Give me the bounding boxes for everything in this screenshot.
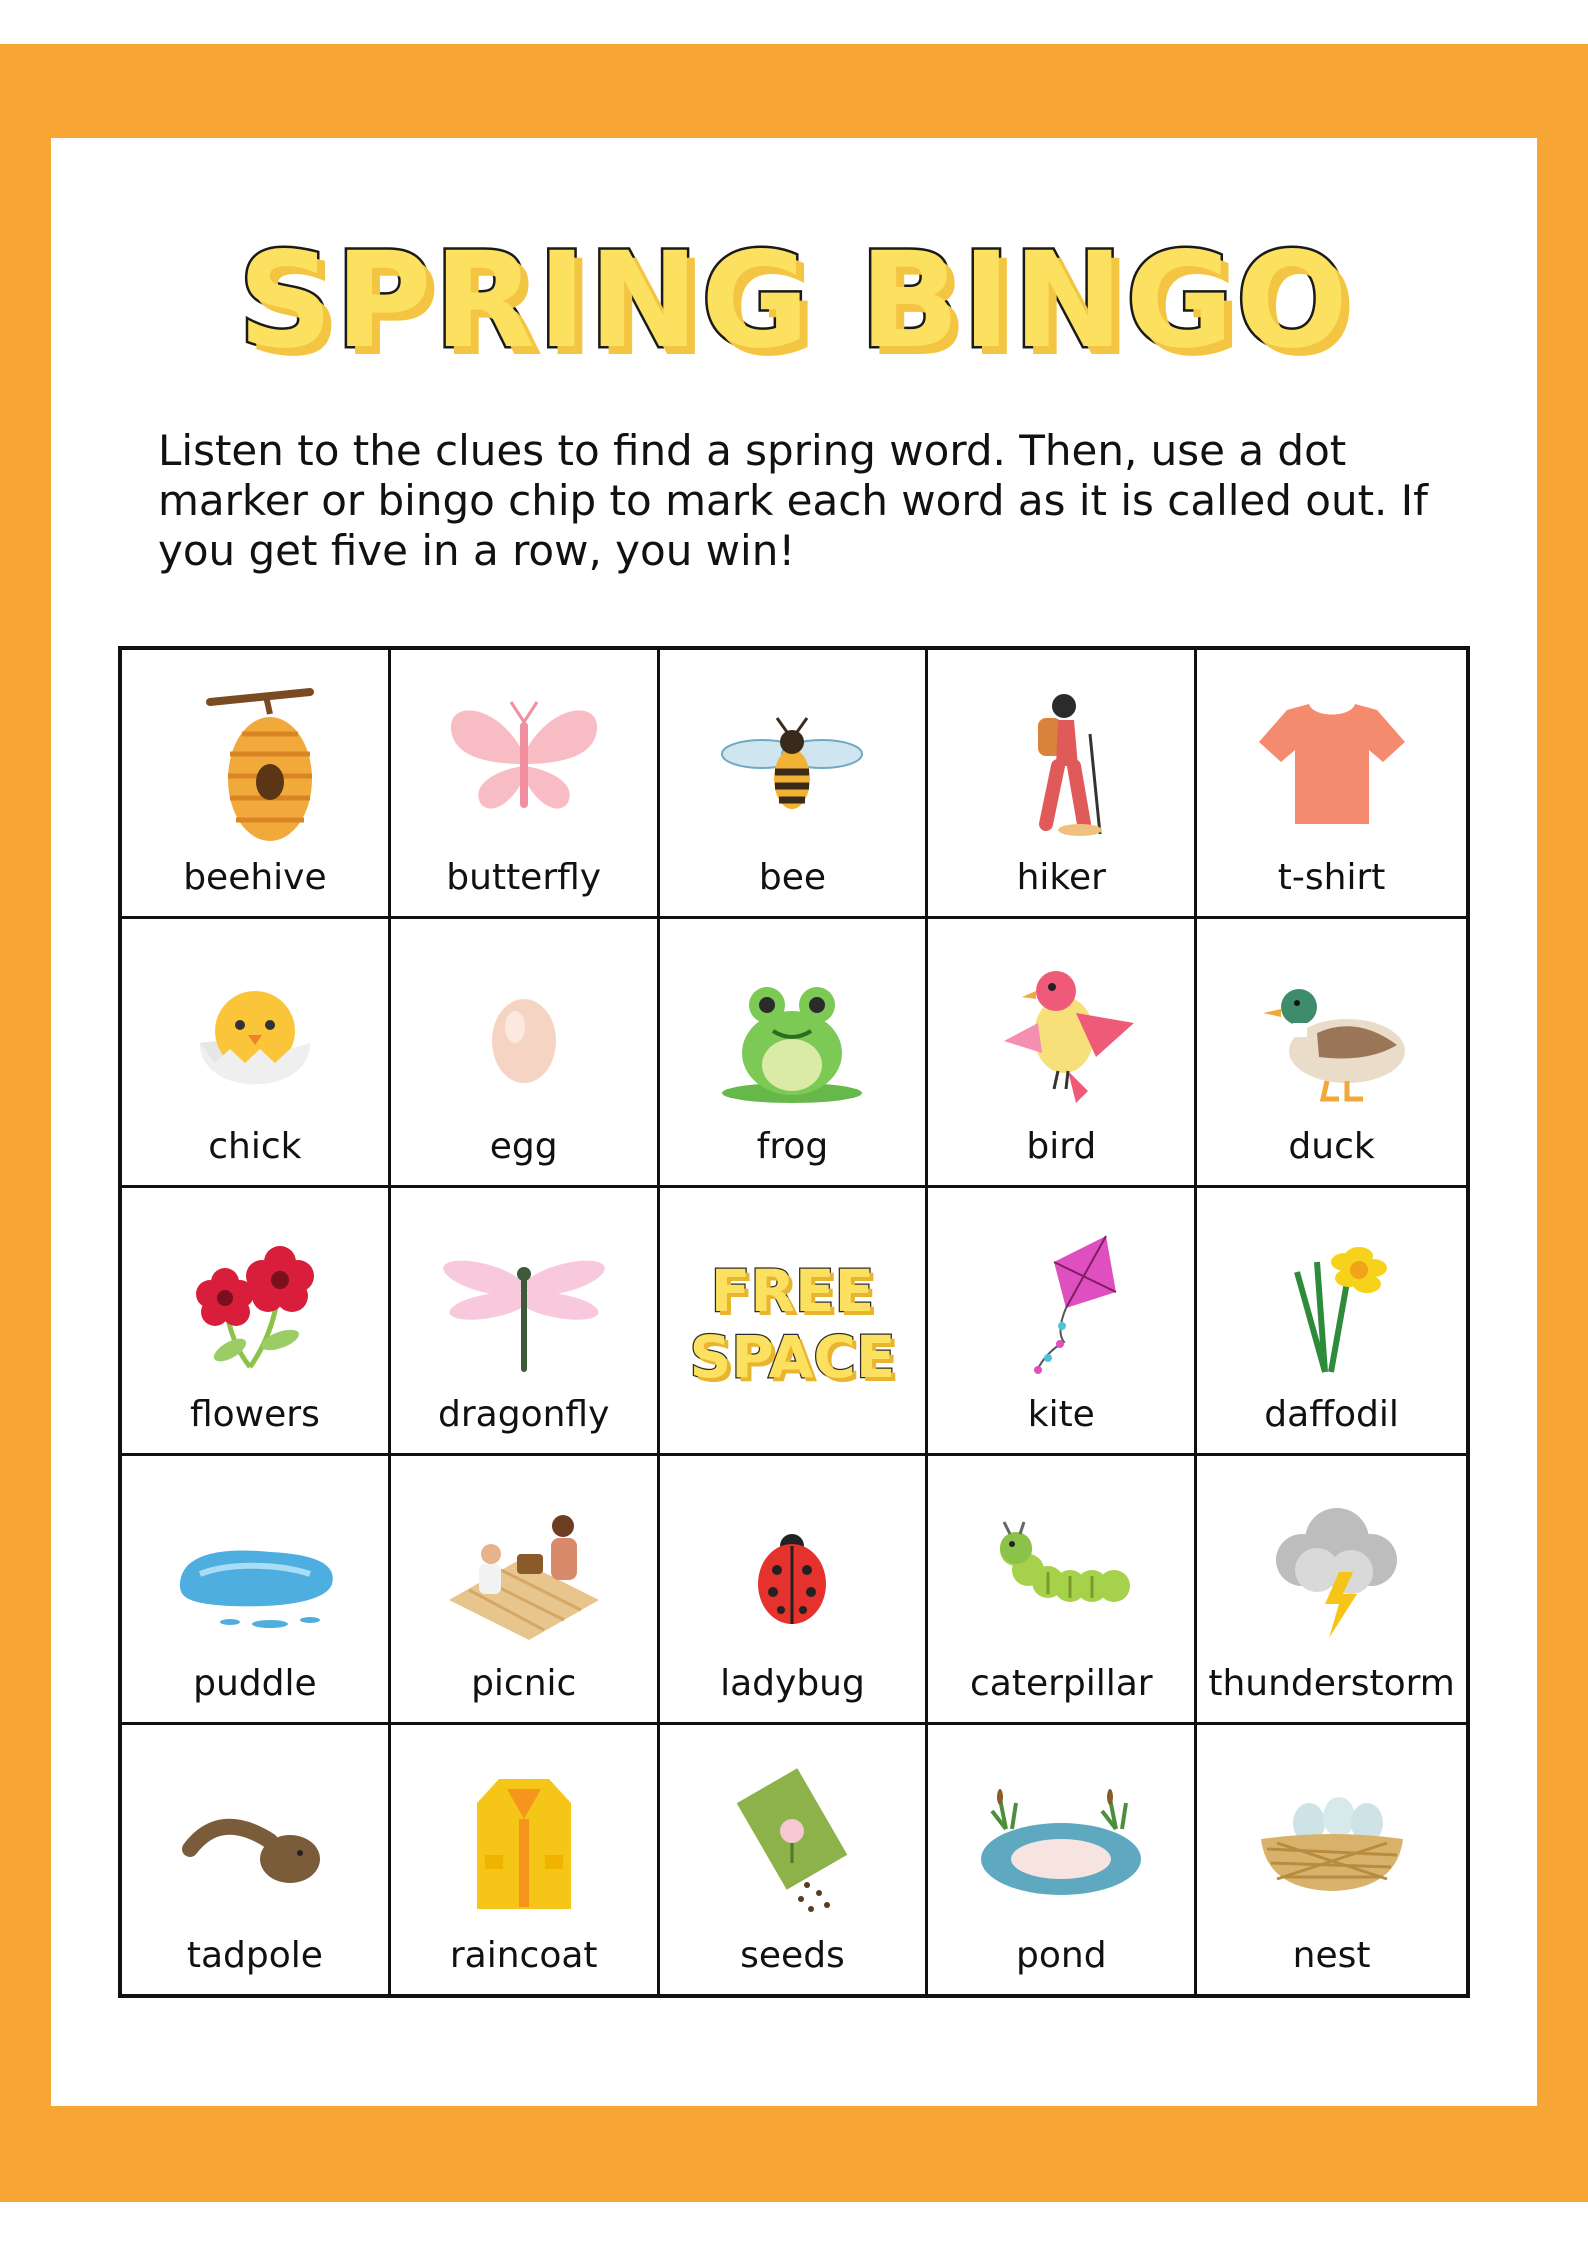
- bingo-cell-nest[interactable]: [1197, 1725, 1466, 1994]
- cell-label: raincoat: [449, 1934, 598, 1976]
- cell-label: beehive: [183, 856, 327, 898]
- bingo-cell-picnic[interactable]: [391, 1456, 660, 1725]
- bingo-cell-bee[interactable]: [660, 650, 929, 919]
- bingo-cell-butterfly[interactable]: [391, 650, 660, 919]
- cell-label: puddle: [193, 1663, 317, 1705]
- bingo-cell-egg[interactable]: [391, 919, 660, 1188]
- kite-icon: [976, 1222, 1146, 1382]
- bingo-cell-chick[interactable]: [122, 919, 391, 1188]
- free-space-line-2: SPACE: [689, 1322, 896, 1391]
- ladybug-icon: [707, 1490, 877, 1650]
- t-shirt-icon: [1247, 684, 1417, 844]
- free-space: [660, 1258, 926, 1390]
- bingo-cell-seeds[interactable]: [660, 1725, 929, 1994]
- bingo-cell-flowers[interactable]: [122, 1188, 391, 1457]
- cell-label: duck: [1288, 1125, 1375, 1167]
- bingo-cell-hiker[interactable]: [928, 650, 1197, 919]
- pond-icon: [976, 1759, 1146, 1919]
- bee-icon: [707, 684, 877, 844]
- bingo-cell-daffodil[interactable]: [1197, 1188, 1466, 1457]
- page-title: SPRING BINGO: [237, 224, 1351, 378]
- cell-label: egg: [489, 1125, 558, 1167]
- bingo-cell-frog[interactable]: [660, 919, 929, 1188]
- dragonfly-icon: [439, 1222, 609, 1382]
- flowers-icon: [170, 1222, 340, 1382]
- cell-label: ladybug: [720, 1663, 865, 1705]
- cell-label: picnic: [471, 1663, 577, 1705]
- bingo-cell-bird[interactable]: [928, 919, 1197, 1188]
- bingo-cell-t-shirt[interactable]: [1197, 650, 1466, 919]
- cell-label: seeds: [740, 1934, 845, 1976]
- cell-label: pond: [1016, 1934, 1107, 1976]
- duck-icon: [1247, 953, 1417, 1113]
- bingo-cell-tadpole[interactable]: [122, 1725, 391, 1994]
- cell-label: nest: [1292, 1934, 1371, 1976]
- free-space-line-1: FREE: [710, 1256, 875, 1325]
- bird-icon: [976, 953, 1146, 1113]
- bingo-board: [118, 646, 1470, 1998]
- seeds-icon: [707, 1759, 877, 1919]
- bingo-cell-kite[interactable]: [928, 1188, 1197, 1457]
- bingo-cell-raincoat[interactable]: [391, 1725, 660, 1994]
- thunderstorm-icon: [1247, 1490, 1417, 1650]
- tadpole-icon: [170, 1759, 340, 1919]
- cell-label: bird: [1026, 1125, 1097, 1167]
- cell-label: flowers: [189, 1394, 320, 1436]
- hiker-icon: [976, 684, 1146, 844]
- cell-label: daffodil: [1264, 1394, 1399, 1436]
- cell-label: thunderstorm: [1208, 1663, 1455, 1705]
- bingo-cell-pond[interactable]: [928, 1725, 1197, 1994]
- cell-label: frog: [756, 1125, 829, 1167]
- cell-label: chick: [208, 1125, 302, 1167]
- cell-label: caterpillar: [969, 1663, 1153, 1705]
- instructions-text: Listen to the clues to find a spring word. Then, use a dot marker or bingo chip to mark each word as it is called out. If you get five in a row, you win!: [158, 426, 1428, 575]
- caterpillar-icon: [976, 1490, 1146, 1650]
- bingo-cell-duck[interactable]: [1197, 919, 1466, 1188]
- cell-label: bee: [758, 856, 827, 898]
- bingo-cell-ladybug[interactable]: [660, 1456, 929, 1725]
- raincoat-icon: [439, 1759, 609, 1919]
- puddle-icon: [170, 1490, 340, 1650]
- bingo-cell-thunderstorm[interactable]: [1197, 1456, 1466, 1725]
- butterfly-icon: [439, 684, 609, 844]
- cell-label: t-shirt: [1277, 856, 1386, 898]
- bingo-cell-puddle[interactable]: [122, 1456, 391, 1725]
- bingo-cell-dragonfly[interactable]: [391, 1188, 660, 1457]
- picnic-icon: [439, 1490, 609, 1650]
- cell-label: dragonfly: [438, 1394, 610, 1436]
- nest-icon: [1247, 1759, 1417, 1919]
- cell-label: butterfly: [446, 856, 602, 898]
- bingo-cell-caterpillar[interactable]: [928, 1456, 1197, 1725]
- frog-icon: [707, 953, 877, 1113]
- cell-label: kite: [1027, 1394, 1095, 1436]
- cell-label: tadpole: [186, 1934, 323, 1976]
- bingo-cell-free-space[interactable]: [660, 1188, 929, 1457]
- beehive-icon: [170, 684, 340, 844]
- bingo-cell-beehive[interactable]: [122, 650, 391, 919]
- daffodil-icon: [1247, 1222, 1417, 1382]
- cell-label: hiker: [1016, 856, 1106, 898]
- egg-icon: [439, 953, 609, 1113]
- chick-icon: [170, 953, 340, 1113]
